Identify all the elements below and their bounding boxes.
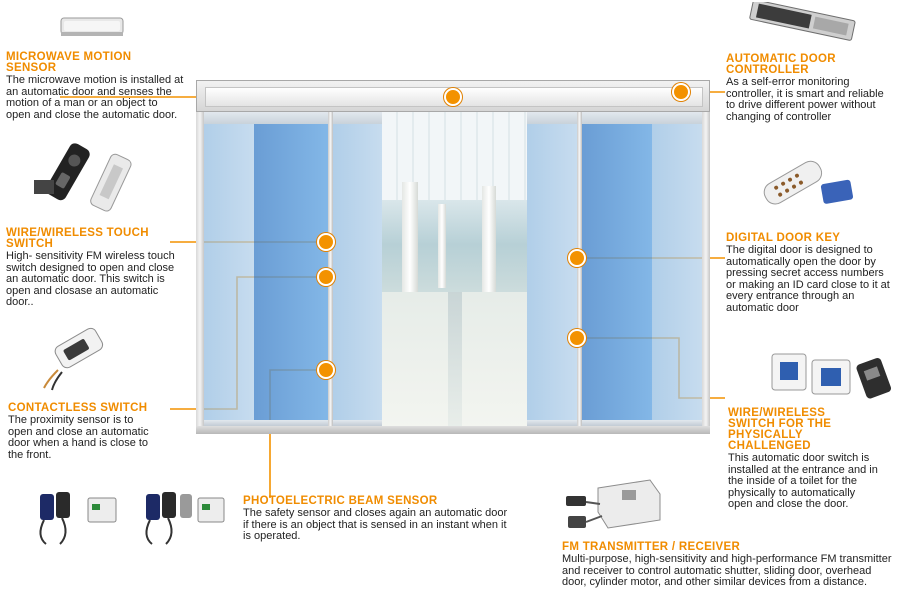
microwave-title: MICROWAVE MOTION SENSOR [6,51,132,74]
feature-door-controller [726,54,888,123]
touch-switch-title: WIRE/WIRELESS TOUCH SWITCH [6,227,149,250]
challenged-desc: This automatic door switch is installed at the entrance and in the inside of a toilet for the physically to automatically open and close the door. [728,452,878,511]
hotspot-photoelectric[interactable] [317,361,335,379]
hotspot-controller[interactable] [672,83,690,101]
contactless-switch-image [40,322,120,392]
hotspot-challenged[interactable] [568,329,586,347]
feature-photoelectric-sensor [243,496,513,543]
sliding-door-left-inner [333,112,382,428]
digital-key-image [756,146,860,216]
digital-key-desc: The digital door is designed to automatically open the door by pressing secret access numbers or making an ID card close to it at every entrance through an automatic door [726,244,890,314]
fm-title: FM TRANSMITTER / RECEIVER [562,541,741,553]
fm-transmitter-image [558,468,668,538]
feature-touch-switch [6,228,186,309]
corridor-pillar [438,204,446,288]
fixed-glass-left [204,112,254,428]
photoelectric-sensor-image-2 [136,484,236,550]
controller-title: AUTOMATIC DOOR CONTROLLER [726,53,836,76]
controller-desc: As a self-error monitoring controller, it is smart and reliable to drive different power without changing of controller [726,76,884,123]
feature-contactless-switch [8,403,168,461]
corridor-pillar [402,182,418,294]
sliding-door-right-inner [527,112,577,428]
contactless-title: CONTACTLESS SWITCH [8,402,148,414]
hotspot-microwave[interactable] [444,88,462,106]
automatic-door-illustration [196,80,710,434]
challenged-switch-image [766,346,896,406]
digital-key-title: DIGITAL DOOR KEY [726,232,841,244]
microwave-sensor-image [58,12,128,40]
photoelectric-sensor-image-1 [30,484,130,550]
hotspot-contactless[interactable] [317,268,335,286]
feature-fm-transmitter [562,542,896,589]
hotspot-digital-key[interactable] [568,249,586,267]
door-controller-image [742,2,862,42]
sliding-door-right [582,112,652,428]
fixed-glass-right [652,112,702,428]
feature-challenged-switch [728,408,890,511]
feature-microwave-sensor [6,52,184,121]
fm-desc: Multi-purpose, high-sensitivity and high-performance FM transmitter and receiver to control automatic shutter, sliding door, overhead door, cylinder motor, and other similar devices from a distance. [562,553,892,589]
floor-track [196,426,710,434]
hotspot-touch-switch[interactable] [317,233,335,251]
frame-left [196,112,204,428]
frame-right [702,112,710,428]
photoelectric-title: PHOTOELECTRIC BEAM SENSOR [243,495,438,507]
sliding-door-left [254,112,328,428]
feature-digital-key [726,233,890,315]
mullion [577,112,582,428]
corridor-pillar [482,186,496,292]
corridor-floor-stripe [448,292,462,428]
microwave-desc: The microwave motion is installed at an automatic door and senses the motion of a man or an object to open and close the automatic door. [6,74,184,121]
corridor-view [382,112,527,428]
touch-switch-image [26,138,136,220]
contactless-desc: The proximity sensor is to open and close an automatic door when a hand is close to the front. [8,414,149,461]
photoelectric-desc: The safety sensor and closes again an automatic door if there is an object that is sensed in an instant when it is operated. [243,507,508,543]
challenged-title: WIRE/WIRELESS SWITCH FOR THE PHYSICALLY CHALLENGED [728,407,832,452]
touch-switch-desc: High- sensitivity FM wireless touch switch designed to open and close an automatic door. This switch is open and closase an automatic door.. [6,250,175,309]
